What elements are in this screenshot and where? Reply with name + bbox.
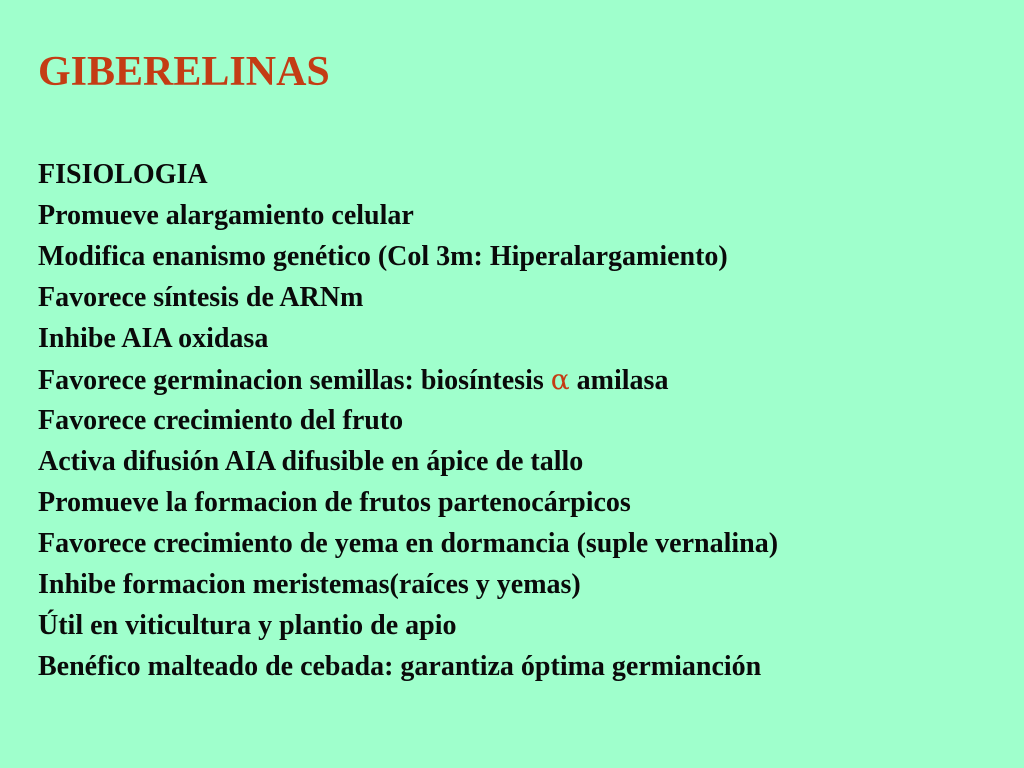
list-item-text-before: Favorece germinacion semillas: biosíntesis xyxy=(38,365,551,396)
list-item: Favorece crecimiento del fruto xyxy=(38,405,404,436)
list-item: Promueve la formacion de frutos partenocárpicos xyxy=(38,487,631,518)
list-item: Modifica enanismo genético (Col 3m: Hiperalargamiento) xyxy=(38,241,728,272)
list-item-text-after: amilasa xyxy=(569,365,669,396)
list-item: Inhibe formacion meristemas(raíces y yemas) xyxy=(38,569,581,600)
alpha-symbol: α xyxy=(550,363,570,396)
list-item: Benéfico malteado de cebada: garantiza óptima germianción xyxy=(38,651,762,682)
list-item: Promueve alargamiento celular xyxy=(38,200,414,231)
list-item xyxy=(38,359,1008,400)
list-item: Favorece síntesis de ARNm xyxy=(38,282,364,313)
list-item: Inhibe AIA oxidasa xyxy=(38,323,269,354)
list-item: Favorece crecimiento de yema en dormancia (suple vernalina) xyxy=(38,528,779,559)
slide-content xyxy=(38,154,1008,687)
list-item: Útil en viticultura y plantio de apio xyxy=(38,610,457,641)
list-item: Activa difusión AIA difusible en ápice de tallo xyxy=(38,446,584,477)
section-heading: FISIOLOGIA xyxy=(38,159,208,190)
slide-title: GIBERELINAS xyxy=(38,49,330,95)
